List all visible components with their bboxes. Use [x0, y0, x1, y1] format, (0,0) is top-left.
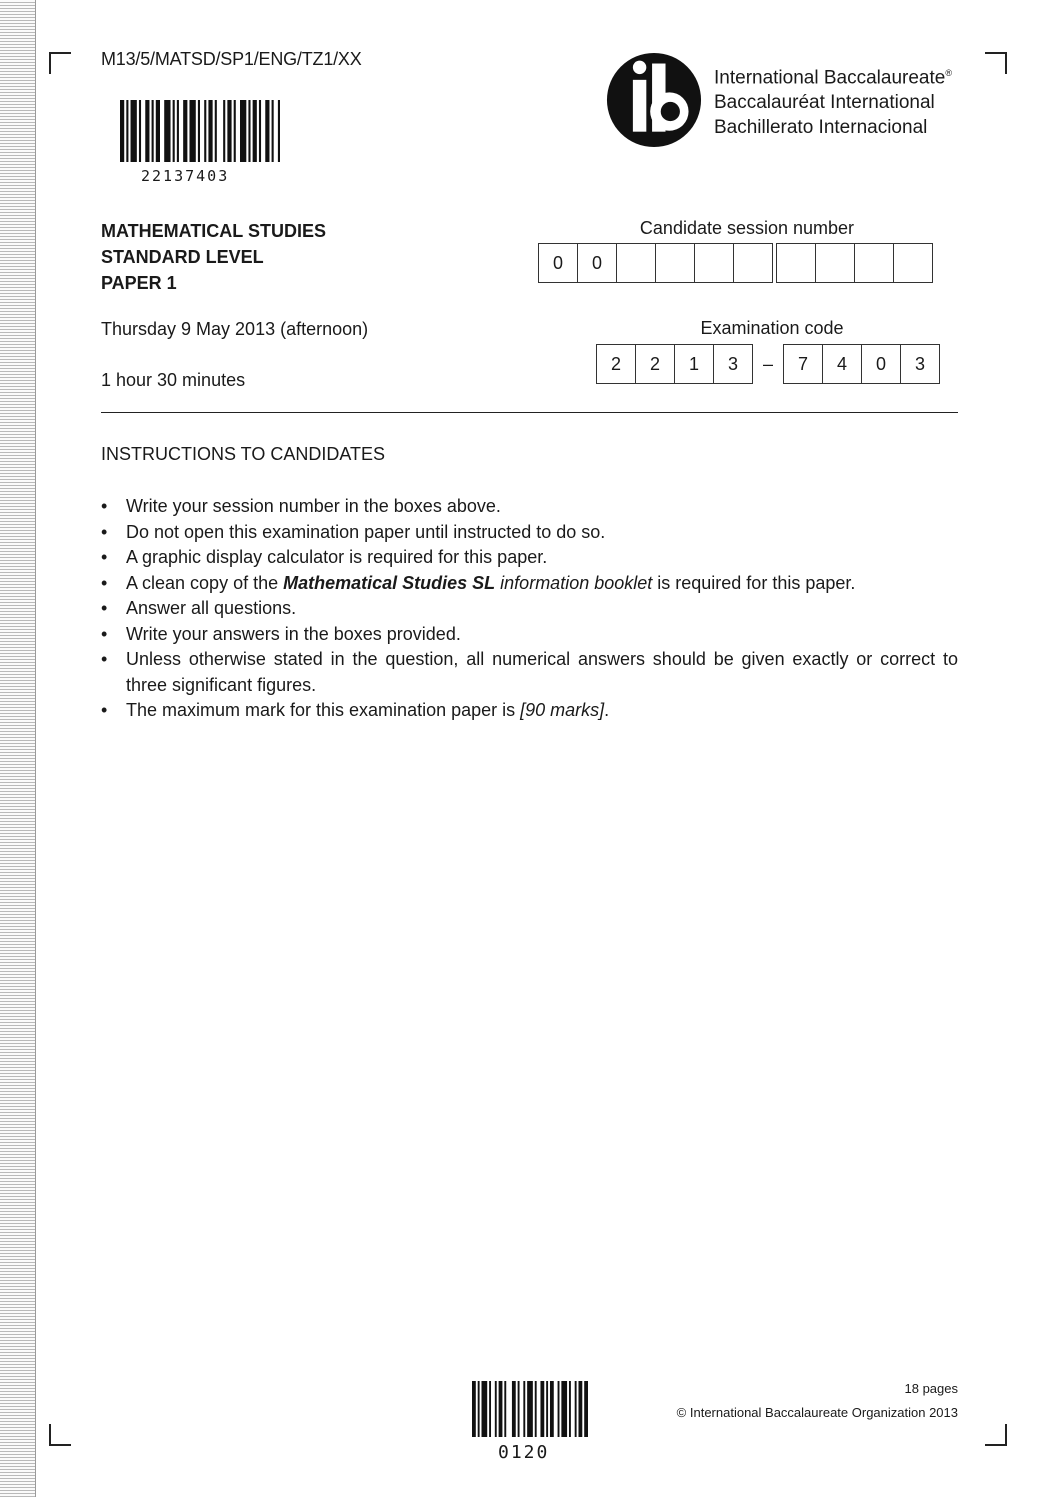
session-digit-box[interactable]: 0 [538, 243, 578, 283]
exam-code-digit: 4 [822, 344, 862, 384]
session-digit-box[interactable] [655, 243, 695, 283]
barcode-bar [518, 1381, 520, 1437]
exam-code-digit: 0 [861, 344, 901, 384]
barcode-bar [131, 100, 137, 162]
barcode-bar [546, 1381, 548, 1437]
session-digit-box[interactable] [616, 243, 656, 283]
barcode-bar [164, 100, 170, 162]
barcode-bar [482, 1381, 488, 1437]
exam-code-separator: – [762, 353, 773, 374]
exam-duration: 1 hour 30 minutes [101, 370, 246, 390]
perforated-margin [0, 0, 36, 1497]
exam-code-digit: 3 [900, 344, 940, 384]
session-digit-box[interactable] [694, 243, 734, 283]
exam-code-boxes [596, 344, 939, 384]
barcode-bar [198, 100, 200, 162]
session-digit-box[interactable] [776, 243, 816, 283]
barcode-bar [499, 1381, 503, 1437]
barcode-bar [145, 100, 149, 162]
instruction-item: • Write your session number in the boxes above. [101, 494, 958, 520]
barcode-bar [472, 1381, 476, 1437]
barcode-bar [527, 1381, 533, 1437]
session-digit-box[interactable] [815, 243, 855, 283]
barcode-bar [152, 100, 154, 162]
exam-code-digit: 2 [596, 344, 636, 384]
barcode-bottom [472, 1381, 588, 1437]
instruction-item [101, 698, 958, 724]
barcode-bar [558, 1381, 560, 1437]
barcode-bar [575, 1381, 577, 1437]
crop-mark-bottom-left [49, 1424, 71, 1446]
barcode-bar [189, 100, 195, 162]
instruction-item: • Do not open this examination paper until instructed to do so. [101, 520, 958, 546]
barcode-bar [204, 100, 206, 162]
barcode-bar [126, 100, 128, 162]
barcode-bar [265, 100, 269, 162]
barcode-bar [259, 100, 261, 162]
booklet-name: information booklet [495, 572, 653, 593]
barcode-bar [234, 100, 236, 162]
barcode-bar [208, 100, 212, 162]
exam-code-label: Examination code [700, 318, 844, 338]
crop-mark-top-left [49, 52, 71, 74]
barcode-bar [156, 100, 160, 162]
subject-line-2: STANDARD LEVEL [101, 247, 264, 267]
barcode-bar [523, 1381, 525, 1437]
barcode-bar [578, 1381, 582, 1437]
barcode-bar [120, 100, 124, 162]
session-digit-box[interactable] [733, 243, 773, 283]
session-digit-box[interactable] [854, 243, 894, 283]
instruction-item [101, 571, 958, 597]
session-digit-box[interactable] [893, 243, 933, 283]
exam-code-digit: 3 [713, 344, 753, 384]
ib-logo-icon [606, 52, 702, 148]
subject-line-3: PAPER 1 [101, 273, 177, 293]
instructions-list [101, 494, 958, 724]
ib-name-french: Baccalauréat International [714, 92, 935, 114]
instruction-item: • Unless otherwise stated in the question, all numerical answers should be given exactly or correct to three significant figures. [101, 647, 958, 698]
barcode-bar [550, 1381, 554, 1437]
barcode-bar [561, 1381, 567, 1437]
barcode-top [120, 100, 280, 162]
session-number-boxes [538, 243, 932, 283]
barcode-bar [278, 100, 280, 162]
barcode-bar [248, 100, 250, 162]
barcode-bar [272, 100, 274, 162]
barcode-number-top: 22137403 [141, 167, 230, 185]
subject-line-1: MATHEMATICAL STUDIES [101, 221, 326, 241]
instruction-item: • Answer all questions. [101, 596, 958, 622]
instruction-text: The maximum mark for this examination paper is [126, 700, 521, 720]
ib-names [714, 61, 952, 140]
ib-name-spanish: Bachillerato Internacional [714, 117, 928, 139]
copyright-notice: © International Baccalaureate Organization 2013 [676, 1405, 958, 1420]
barcode-bar [173, 100, 175, 162]
barcode-bar [223, 100, 225, 162]
header-divider [101, 412, 958, 413]
barcode-bar [215, 100, 217, 162]
max-marks: [90 marks] [520, 700, 605, 720]
instruction-text: A clean copy of the [126, 572, 284, 593]
exam-code-digit: 7 [783, 344, 823, 384]
ib-name-english: International Baccalaureate [714, 67, 946, 89]
barcode-bar [183, 100, 187, 162]
instruction-text: . [604, 700, 610, 720]
barcode-bar [489, 1381, 491, 1437]
barcode-bar [569, 1381, 571, 1437]
barcode-bar [512, 1381, 516, 1437]
session-number-label: Candidate session number [639, 218, 855, 238]
exam-code-digit: 1 [674, 344, 714, 384]
instructions-heading: INSTRUCTIONS TO CANDIDATES [101, 444, 386, 464]
instruction-item: • Write your answers in the boxes provided. [101, 622, 958, 648]
page-count: 18 pages [904, 1381, 958, 1396]
barcode-bar [478, 1381, 480, 1437]
barcode-bar [177, 100, 179, 162]
barcode-bar [227, 100, 231, 162]
barcode-bar [240, 100, 246, 162]
instruction-item: • A graphic display calculator is required for this paper. [101, 545, 958, 571]
barcode-bar [504, 1381, 506, 1437]
barcode-bar [253, 100, 257, 162]
subject-title [101, 218, 326, 296]
booklet-title: Mathematical Studies SL [283, 572, 496, 593]
exam-code-digit: 2 [635, 344, 675, 384]
registered-mark: ® [945, 68, 952, 78]
instruction-text: is required for this paper. [652, 572, 856, 593]
barcode-bar [540, 1381, 544, 1437]
barcode-bar [584, 1381, 588, 1437]
crop-mark-top-right [985, 52, 1007, 74]
barcode-bar [495, 1381, 497, 1437]
session-digit-box[interactable]: 0 [577, 243, 617, 283]
barcode-bar [535, 1381, 537, 1437]
document-code: M13/5/MATSD/SP1/ENG/TZ1/XX [101, 49, 362, 69]
exam-date: Thursday 9 May 2013 (afternoon) [101, 319, 369, 339]
barcode-number-bottom: 0120 [498, 1442, 550, 1463]
barcode-bar [139, 100, 141, 162]
crop-mark-bottom-right [985, 1424, 1007, 1446]
